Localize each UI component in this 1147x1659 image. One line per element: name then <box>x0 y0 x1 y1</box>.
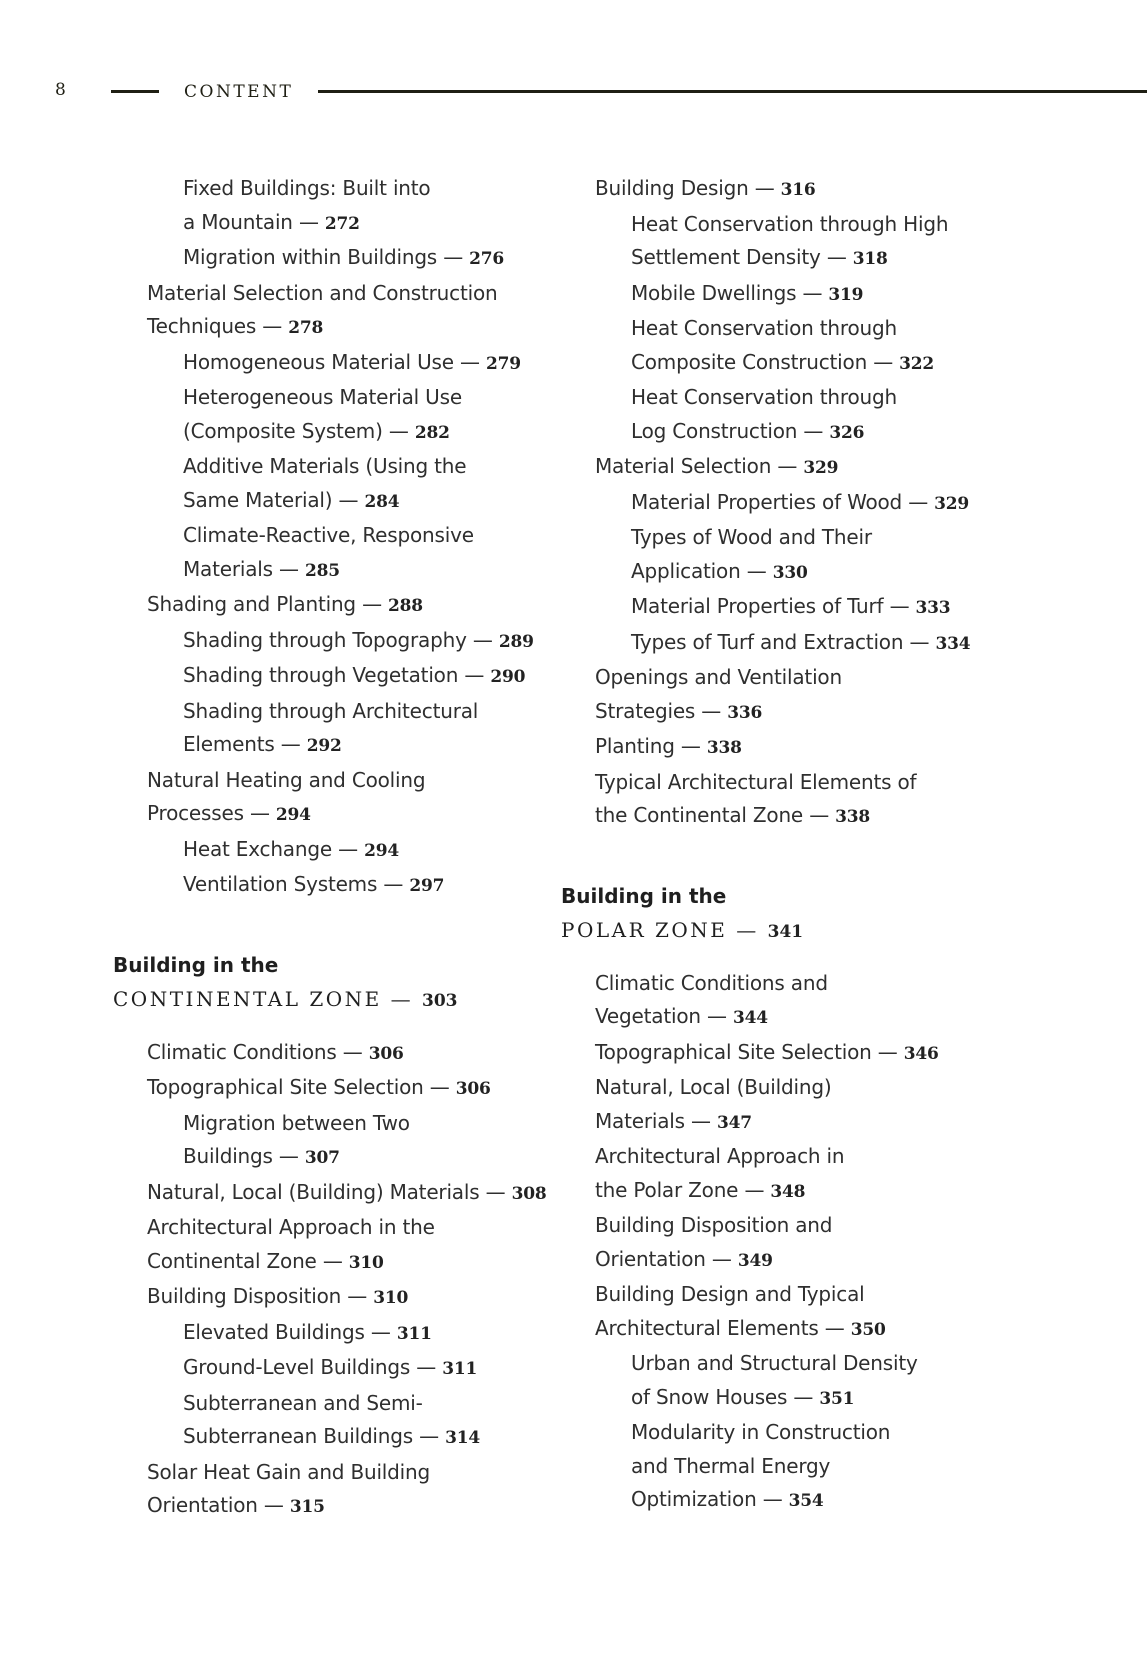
toc-column-right <box>561 172 991 1519</box>
toc-entry: Orientation — 315 <box>147 1493 325 1517</box>
toc-list <box>561 172 991 835</box>
page-number: 8 <box>55 80 66 100</box>
toc-entry-title: the Continental Zone <box>595 803 804 827</box>
toc-entry-page: 338 <box>835 807 871 827</box>
header-title: CONTENT <box>184 82 294 102</box>
toc-entry: Materials — 285 <box>183 556 340 581</box>
toc-entry-title: Heat Conservation through <box>631 316 897 340</box>
toc-entry-page: 349 <box>737 1250 773 1271</box>
toc-entry-title: Additive Materials (Using the <box>183 454 467 478</box>
toc-entry-title: Elevated Buildings <box>183 1319 365 1344</box>
toc-entry-title: Orientation <box>595 1246 706 1271</box>
toc-entry-page: 329 <box>803 458 839 478</box>
toc-entry: (Composite System) — 282 <box>183 418 450 443</box>
toc-entry-title: Material Properties of Turf <box>631 594 884 618</box>
toc-entry: Techniques — 278 <box>147 314 324 338</box>
toc-entry-page: 348 <box>770 1181 806 1202</box>
toc-entry: Materials — 347 <box>595 1108 752 1133</box>
toc-entry <box>113 1387 533 1421</box>
toc-entry-title: Buildings <box>183 1144 273 1168</box>
toc-entry-title: Migration within Buildings <box>183 245 438 269</box>
toc-entry-title: Natural, Local (Building) <box>595 1075 832 1099</box>
toc-entry-title: Heterogeneous Material Use <box>183 385 462 409</box>
toc-entry-title: Building Design <box>595 176 749 200</box>
toc-entry-title: of Snow Houses <box>631 1384 788 1409</box>
toc-entry-page: 314 <box>445 1428 481 1448</box>
toc-entry: of Snow Houses — 351 <box>631 1384 855 1409</box>
toc-entry-title: Climate-Reactive, Responsive <box>183 523 474 547</box>
toc-entry <box>561 1209 991 1243</box>
toc-entry-title: Climatic Conditions and <box>595 970 828 995</box>
toc-entry-title: Mobile Dwellings <box>631 280 797 305</box>
toc-entry-page: 318 <box>852 249 888 269</box>
toc-entry: Settlement Density — 318 <box>631 245 888 269</box>
toc-entry-page: 329 <box>934 493 970 514</box>
toc-entry: Continental Zone — 310 <box>147 1248 384 1273</box>
toc-entry-title: Fixed Buildings: Built into <box>183 176 431 200</box>
toc-entry <box>113 1107 533 1141</box>
toc-entry-page: 310 <box>348 1252 384 1273</box>
toc-entry <box>113 450 533 484</box>
toc-entry: Ventilation Systems — 297 <box>183 872 445 896</box>
toc-entry-page: 284 <box>364 491 400 512</box>
toc-list <box>561 967 991 1519</box>
toc-entry-title: Shading through Vegetation <box>183 663 459 687</box>
toc-entry-title: Material Selection and Construction <box>147 280 498 305</box>
toc-entry: Strategies — 336 <box>595 698 763 723</box>
toc-entry-title: (Composite System) <box>183 418 383 443</box>
toc-entry-title: Modularity in Construction <box>631 1420 891 1444</box>
toc-column-left <box>113 172 547 1525</box>
toc-entry-page: 289 <box>498 631 534 652</box>
toc-entry <box>561 766 991 800</box>
toc-entry-title: Log Construction <box>631 418 798 443</box>
toc-entry-page: 294 <box>275 805 311 825</box>
header-rule-long <box>318 90 1147 93</box>
toc-entry-title: the Polar Zone <box>595 1177 739 1202</box>
toc-entry: a Mountain — 272 <box>183 209 360 234</box>
toc-entry-title: Architectural Approach in the <box>147 1215 435 1239</box>
toc-entry <box>561 208 991 242</box>
toc-entry: the Continental Zone — 338 <box>595 803 871 827</box>
toc-entry: Natural, Local (Building) Materials — 308 <box>147 1179 547 1204</box>
section-heading-polar <box>561 879 991 949</box>
toc-entry: the Polar Zone — 348 <box>595 1177 806 1202</box>
toc-entry-title: Processes <box>147 801 244 825</box>
toc-entry <box>113 519 533 553</box>
toc-entry-title: Subterranean Buildings <box>183 1424 413 1448</box>
toc-entry-page: 351 <box>819 1388 855 1409</box>
toc-entry-title: Materials <box>183 556 273 581</box>
toc-entry-page: 278 <box>288 318 324 338</box>
toc-entry-title: Continental Zone <box>147 1248 317 1273</box>
toc-entry <box>561 661 991 695</box>
toc-entry-title: Topographical Site Selection <box>147 1075 424 1099</box>
toc-entry-page: 322 <box>899 353 935 374</box>
toc-entry: Mobile Dwellings — 319 <box>631 280 864 305</box>
toc-entry-page: 294 <box>364 840 399 861</box>
toc-entry-page: 311 <box>396 1323 432 1344</box>
toc-entry: Elevated Buildings — 311 <box>183 1319 432 1344</box>
toc-entry-title: Orientation <box>147 1493 258 1517</box>
toc-entry-page: 282 <box>414 422 450 443</box>
toc-entry-page: 306 <box>455 1079 491 1099</box>
toc-entry: Topographical Site Selection — 306 <box>147 1075 491 1099</box>
toc-entry-page: 326 <box>829 422 865 443</box>
toc-entry: Shading through Topography — 289 <box>183 627 534 652</box>
toc-entry-page: 292 <box>306 736 342 756</box>
toc-entry: Optimization — 354 <box>631 1487 824 1511</box>
toc-entry <box>113 172 533 206</box>
toc-entry-page: 319 <box>828 284 864 305</box>
toc-entry-title: Architectural Elements <box>595 1315 819 1340</box>
toc-entry-title: Shading through Topography <box>183 627 467 652</box>
toc-entry-title: Materials <box>595 1108 685 1133</box>
toc-entry-title: Typical Architectural Elements of <box>595 769 917 794</box>
toc-entry: Subterranean Buildings — 314 <box>183 1424 481 1448</box>
toc-entry-title: Urban and Structural Density <box>631 1351 918 1375</box>
toc-entry-page: 338 <box>706 738 742 758</box>
toc-entry <box>561 1071 991 1105</box>
toc-entry: Building Design — 316 <box>595 176 816 200</box>
toc-entry: Climatic Conditions — 306 <box>147 1039 404 1064</box>
toc-entry-title: a Mountain <box>183 209 293 234</box>
toc-entry: Processes — 294 <box>147 801 311 825</box>
toc-entry-page: 311 <box>442 1359 478 1379</box>
toc-entry-title: Settlement Density <box>631 245 821 269</box>
toc-entry-title: Material Properties of Wood <box>631 489 903 514</box>
toc-entry: Ground-Level Buildings — 311 <box>183 1355 478 1379</box>
toc-entry: Elements — 292 <box>183 732 342 756</box>
toc-entry-page: 272 <box>324 213 360 234</box>
toc-entry: Homogeneous Material Use — 279 <box>183 349 521 374</box>
toc-entry-title: Natural, Local (Building) Materials <box>147 1179 480 1204</box>
toc-entry-page: 350 <box>850 1319 886 1340</box>
toc-entry-title: Architectural Approach in <box>595 1144 845 1168</box>
toc-entry: Material Properties of Wood — 329 <box>631 489 970 514</box>
toc-entry-page: 354 <box>788 1491 824 1511</box>
toc-entry-title: Vegetation <box>595 1004 701 1028</box>
toc-list <box>113 1036 547 1525</box>
toc-entry <box>561 521 991 555</box>
section-subtitle: Building in the <box>113 952 279 977</box>
toc-entry-page: 276 <box>469 249 505 269</box>
section-subtitle: Building in the <box>561 883 727 908</box>
toc-entry <box>561 1450 991 1484</box>
toc-entry-page: 330 <box>772 562 808 583</box>
toc-entry-page: 310 <box>373 1288 409 1308</box>
section-page-number: 341 <box>767 921 804 942</box>
toc-entry: Migration within Buildings — 276 <box>183 245 505 269</box>
toc-entry: Composite Construction — 322 <box>631 349 935 374</box>
toc-entry-page: 336 <box>727 702 763 723</box>
toc-entry-title: Application <box>631 558 741 583</box>
toc-entry-page: 279 <box>485 353 521 374</box>
toc-entry <box>113 1456 533 1490</box>
toc-entry: Topographical Site Selection — 346 <box>595 1039 939 1064</box>
toc-entry-title: Topographical Site Selection <box>595 1039 872 1064</box>
toc-entry-title: Ventilation Systems <box>183 872 378 896</box>
toc-entry-title: Types of Turf and Extraction <box>631 629 904 654</box>
toc-entry-title: Material Selection <box>595 454 772 478</box>
toc-entry-page: 344 <box>732 1008 768 1028</box>
toc-entry-title: Planting <box>595 734 675 758</box>
toc-entry-title: Elements <box>183 732 275 756</box>
toc-entry-page: 288 <box>388 596 423 616</box>
section-heading-continental <box>113 948 533 1018</box>
toc-entry-title: Building Design and Typical <box>595 1282 865 1306</box>
toc-entry-title: Homogeneous Material Use <box>183 349 454 374</box>
toc-entry-title: Migration between Two <box>183 1110 410 1135</box>
toc-entry <box>561 312 991 346</box>
toc-entry-title: Heat Conservation through High <box>631 211 949 236</box>
toc-entry <box>561 967 991 1001</box>
section-page-number: 303 <box>421 990 458 1011</box>
toc-entry-page: 333 <box>915 598 951 618</box>
toc-entry-title: Openings and Ventilation <box>595 665 842 689</box>
toc-entry <box>561 381 991 415</box>
toc-entry <box>561 1140 991 1174</box>
toc-entry-page: 347 <box>717 1112 752 1133</box>
toc-entry: Types of Turf and Extraction — 334 <box>631 629 971 654</box>
toc-entry-title: Building Disposition and <box>595 1213 833 1237</box>
toc-entry-title: Shading through Architectural <box>183 698 479 723</box>
toc-entry: Log Construction — 326 <box>631 418 865 443</box>
toc-entry: Application — 330 <box>631 558 808 583</box>
toc-entry <box>113 1211 533 1245</box>
toc-entry: Orientation — 349 <box>595 1246 773 1271</box>
toc-entry-title: Climatic Conditions <box>147 1039 337 1064</box>
toc-entry-page: 307 <box>304 1148 340 1168</box>
toc-entry-title: Strategies <box>595 698 696 723</box>
toc-entry: Building Disposition — 310 <box>147 1284 409 1308</box>
toc-entry-title: Optimization <box>631 1487 757 1511</box>
toc-entry-page: 346 <box>903 1043 939 1064</box>
toc-entry-page: 315 <box>289 1497 325 1517</box>
toc-entry-title: Shading and Planting <box>147 592 356 616</box>
toc-entry: Vegetation — 344 <box>595 1004 768 1028</box>
toc-entry <box>561 1416 991 1450</box>
toc-entry-page: 316 <box>780 180 816 200</box>
toc-entry-page: 306 <box>368 1043 404 1064</box>
toc-entry: Shading and Planting — 288 <box>147 592 423 616</box>
toc-entry-title: Subterranean and Semi- <box>183 1390 423 1415</box>
toc-entry-title: Natural Heating and Cooling <box>147 767 426 792</box>
toc-entry-title: Same Material) <box>183 487 333 512</box>
section-title: CONTINENTAL ZONE — 303 <box>113 986 458 1011</box>
toc-entry <box>113 764 533 798</box>
header-rule-short <box>111 90 159 93</box>
toc-entry: Planting — 338 <box>595 734 742 758</box>
toc-entry: Same Material) — 284 <box>183 487 400 512</box>
toc-entry: Buildings — 307 <box>183 1144 340 1168</box>
toc-entry-title: Techniques <box>147 314 257 338</box>
toc-entry <box>113 381 533 415</box>
section-title-text: POLAR ZONE <box>561 917 728 942</box>
toc-entry-title: and Thermal Energy <box>631 1453 831 1478</box>
toc-entry-page: 334 <box>935 633 971 654</box>
toc-entry: Material Selection — 329 <box>595 454 839 478</box>
toc-entry-title: Types of Wood and Their <box>631 525 872 549</box>
toc-entry: Heat Exchange — 294 <box>183 836 399 861</box>
section-title-text: CONTINENTAL ZONE <box>113 986 382 1011</box>
toc-entry-title: Heat Conservation through <box>631 385 897 409</box>
toc-entry-page: 297 <box>409 876 445 896</box>
toc-entry: Architectural Elements — 350 <box>595 1315 886 1340</box>
section-title: POLAR ZONE — 341 <box>561 917 804 942</box>
toc-entry: Shading through Vegetation — 290 <box>183 663 526 687</box>
toc-entry-page: 285 <box>305 560 340 581</box>
toc-entry-title: Ground-Level Buildings <box>183 1355 411 1379</box>
toc-entry-title: Composite Construction <box>631 349 868 374</box>
toc-entry <box>561 1347 991 1381</box>
toc-entry-page: 308 <box>511 1183 547 1204</box>
page-header <box>0 0 1147 120</box>
toc-entry-title: Solar Heat Gain and Building <box>147 1459 430 1484</box>
toc-entry <box>113 695 533 729</box>
toc-entry-page: 290 <box>490 667 526 687</box>
toc-list <box>113 172 533 904</box>
toc-entry <box>561 1278 991 1312</box>
toc-entry <box>113 277 533 311</box>
toc-entry-title: Building Disposition <box>147 1284 342 1308</box>
toc-entry: Material Properties of Turf — 333 <box>631 594 951 618</box>
toc-entry-title: Heat Exchange <box>183 836 332 861</box>
